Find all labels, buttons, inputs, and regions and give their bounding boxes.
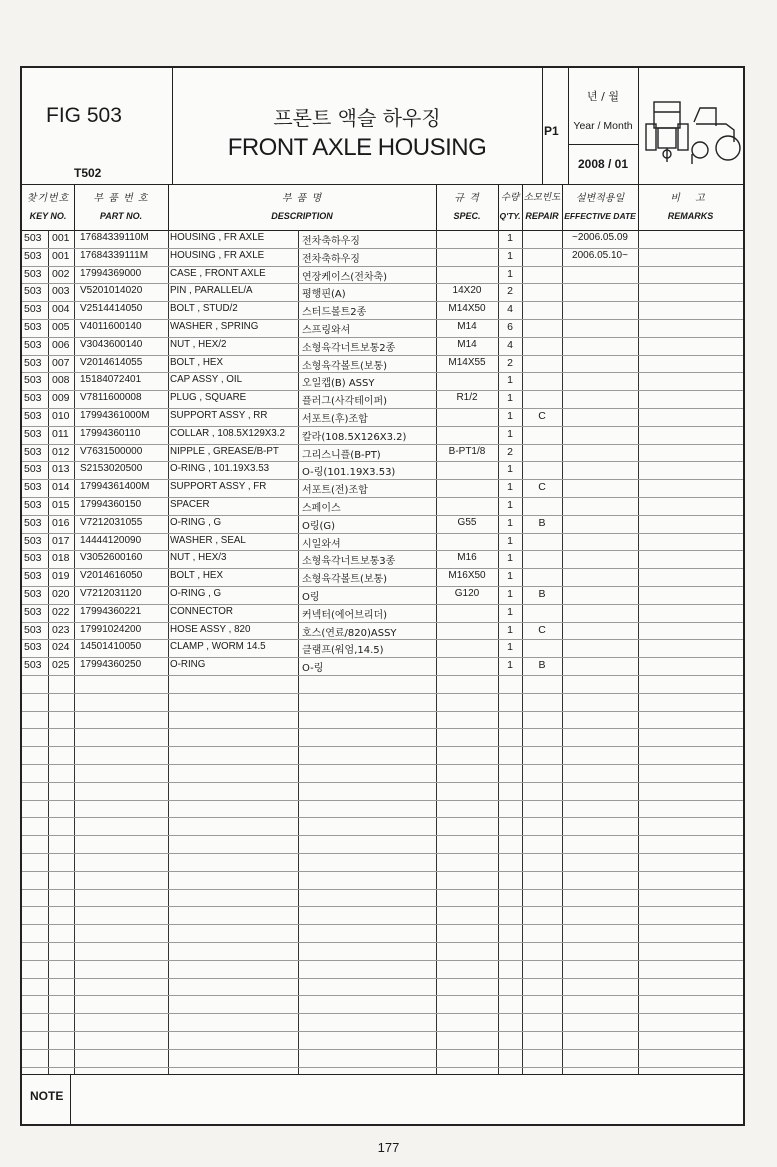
year-month-english: Year / Month <box>573 120 633 132</box>
cell-n2: 001 <box>52 249 70 262</box>
note-label: NOTE <box>30 1089 64 1103</box>
cell-qt: 1 <box>507 552 513 565</box>
cell-n1: 503 <box>24 285 42 298</box>
cell-n2: 015 <box>52 499 70 511</box>
table-row <box>22 479 743 497</box>
cell-n1: 503 <box>24 356 42 369</box>
cell-rp: B <box>538 588 546 600</box>
cell-qt: 1 <box>507 249 513 262</box>
cell-de: CASE , FRONT AXLE <box>170 267 266 279</box>
page-code-box <box>542 68 568 184</box>
col-qty: 수량 Q'TY. <box>499 192 521 221</box>
cell-ko: 그리스니플(B-PT) <box>302 449 381 461</box>
cell-qt: 1 <box>507 427 513 440</box>
cell-qt: 1 <box>507 534 513 547</box>
cell-sp: M16 <box>457 552 477 564</box>
cell-n2: 002 <box>52 267 70 280</box>
cell-n1: 503 <box>24 570 42 583</box>
table-row <box>22 301 743 319</box>
cell-n2: 024 <box>52 641 70 654</box>
row-rule <box>22 764 743 765</box>
cell-ko: 평행핀(A) <box>302 289 346 301</box>
cell-ko: O-링 <box>302 663 324 675</box>
row-rule <box>22 1049 743 1050</box>
cell-n1: 503 <box>24 392 42 405</box>
cell-sp: B-PT1/8 <box>448 445 486 457</box>
date-box <box>568 68 638 184</box>
cell-qt: 6 <box>507 321 513 333</box>
cell-n1: 503 <box>24 552 42 565</box>
cell-n1: 503 <box>24 445 42 458</box>
row-rule <box>22 978 743 979</box>
cell-n1: 503 <box>24 605 42 618</box>
table-row <box>22 426 743 444</box>
cell-de: NUT , HEX/3 <box>170 552 227 564</box>
cell-ko: 오일캡(B) ASSY <box>302 378 375 390</box>
cell-ko: 서포트(후)조합 <box>302 414 368 425</box>
cell-ko: O링(G) <box>302 520 336 532</box>
row-rule <box>22 835 743 836</box>
table-row <box>22 372 743 390</box>
cell-pn: S2153020500 <box>80 463 143 475</box>
cell-n1: 503 <box>24 641 42 654</box>
cell-ko: 소형육각볼트(보통) <box>302 360 388 372</box>
title-korean: 프론트 액슬 하우징 <box>273 106 441 130</box>
cell-n2: 008 <box>52 374 70 387</box>
cell-ko: 소형육각너트보통2종 <box>302 342 396 354</box>
cell-sp: 14X20 <box>452 285 482 297</box>
cell-n2: 017 <box>52 534 70 547</box>
cell-ko: 칼라(108.5X126X3.2) <box>302 431 407 443</box>
cell-ko: 연장케이스(전차축) <box>302 271 388 283</box>
cell-pn: V7212031055 <box>80 516 143 528</box>
cell-n2: 014 <box>52 481 70 494</box>
cell-n2: 004 <box>52 303 70 316</box>
row-rule <box>22 746 743 747</box>
row-rule <box>22 995 743 996</box>
cell-n1: 503 <box>24 267 42 280</box>
row-rule <box>22 782 743 783</box>
cell-n2: 006 <box>52 338 70 351</box>
title-english: FRONT AXLE HOUSING <box>227 134 487 161</box>
col-spec: 규 격 SPEC. <box>453 193 481 221</box>
cell-ko: 플러그(사각테이퍼) <box>302 396 388 408</box>
cell-ko: 커넥터(에어브리더) <box>302 609 388 621</box>
cell-rp: B <box>538 516 546 529</box>
col-part-no: 부 품 번 호 PART NO. <box>93 193 149 221</box>
cell-qt: 1 <box>507 623 513 636</box>
row-rule <box>22 711 743 712</box>
table-row <box>22 319 743 337</box>
cell-de: WASHER , SEAL <box>170 534 246 546</box>
cell-de: BOLT , HEX <box>170 570 223 582</box>
parts-table <box>22 230 743 1074</box>
cell-qt: 4 <box>507 303 513 316</box>
cell-n1: 503 <box>24 481 42 494</box>
cell-n2: 019 <box>52 570 70 583</box>
cell-sp: M14X55 <box>448 356 486 368</box>
tractor-icon <box>638 68 743 184</box>
cell-qt: 1 <box>507 481 513 494</box>
cell-pn: 17994361000M <box>80 410 150 421</box>
table-row <box>22 248 743 266</box>
row-rule <box>22 853 743 854</box>
cell-de: BOLT , STUD/2 <box>170 303 238 315</box>
row-rule <box>22 906 743 907</box>
cell-de: NIPPLE , GREASE/B-PT <box>170 445 279 457</box>
col-description: 부 품 명 DESCRIPTION <box>271 193 333 221</box>
cell-de: NUT , HEX/2 <box>170 338 227 350</box>
note-section <box>22 1074 743 1125</box>
table-row <box>22 337 743 355</box>
cell-pn: 17991024200 <box>80 623 142 635</box>
col-remarks: 비 고 REMARKS <box>667 193 714 221</box>
cell-ko: 스페이스 <box>302 503 341 514</box>
figure-number-box <box>22 68 172 184</box>
cell-qt: 2 <box>507 356 513 369</box>
cell-pn: 17684339110M <box>80 232 149 243</box>
cell-de: COLLAR , 108.5X129X3.2 <box>170 427 285 439</box>
cell-qt: 1 <box>507 516 513 529</box>
cell-pn: V7212031120 <box>80 588 142 599</box>
row-rule <box>22 942 743 943</box>
cell-pn: 17994360150 <box>80 499 142 510</box>
row-rule <box>22 889 743 890</box>
cell-sp: M16X50 <box>448 570 486 582</box>
table-row <box>22 230 743 248</box>
row-rule <box>22 728 743 729</box>
cell-de: SUPPORT ASSY , RR <box>170 410 268 421</box>
cell-pn: V2014614055 <box>80 356 143 368</box>
cell-ko: 클램프(워엄,14.5) <box>302 645 384 657</box>
cell-de: CONNECTOR <box>170 605 233 617</box>
cell-n1: 503 <box>24 338 42 351</box>
cell-qt: 1 <box>507 659 513 672</box>
cell-sp: G55 <box>457 516 477 528</box>
cell-n2: 020 <box>52 588 70 600</box>
cell-qt: 1 <box>507 374 513 387</box>
cell-n2: 025 <box>52 659 70 672</box>
cell-de: HOUSING , FR AXLE <box>170 232 265 243</box>
table-row <box>22 444 743 462</box>
cell-n2: 023 <box>52 623 70 636</box>
table-row <box>22 390 743 408</box>
issue-date: 2008 / 01 <box>577 157 629 171</box>
col-effective-date: 설변적용일 EFFECTIVE DATE <box>564 193 636 221</box>
table-row <box>22 533 743 551</box>
cell-pn: 15184072401 <box>80 374 142 386</box>
cell-qt: 4 <box>507 338 513 351</box>
row-rule <box>22 817 743 818</box>
cell-n2: 001 <box>52 232 70 244</box>
cell-n1: 503 <box>24 516 42 529</box>
cell-pn: V3052600160 <box>80 552 143 564</box>
cell-rp: B <box>538 659 546 672</box>
cell-pn: V2014616050 <box>80 570 143 582</box>
table-row <box>22 550 743 568</box>
cell-pn: V7631500000 <box>80 445 143 457</box>
table-row <box>22 622 743 640</box>
cell-qt: 1 <box>507 392 513 405</box>
cell-pn: 14501410050 <box>80 641 142 653</box>
row-rule <box>22 1013 743 1014</box>
cell-de: O-RING , G <box>170 516 222 528</box>
tractor-picture <box>638 68 743 184</box>
cell-pn: 17994369000 <box>80 267 142 279</box>
cell-n2: 016 <box>52 516 70 529</box>
cell-de: O-RING <box>170 659 206 671</box>
cell-n1: 503 <box>24 588 42 600</box>
cell-qt: 1 <box>507 499 513 511</box>
table-row <box>22 657 743 675</box>
cell-qt: 1 <box>507 232 513 244</box>
cell-n1: 503 <box>24 623 42 636</box>
figure-subcode: T502 <box>74 166 102 180</box>
cell-sp: G120 <box>454 588 480 599</box>
cell-de: HOUSING , FR AXLE <box>170 249 265 261</box>
cell-sp: R1/2 <box>456 392 478 404</box>
cell-de: O-RING , 101.19X3.53 <box>170 463 270 475</box>
parts-sheet <box>20 66 745 1126</box>
cell-n1: 503 <box>24 374 42 387</box>
row-rule <box>22 1031 743 1032</box>
sheet-header <box>22 68 743 185</box>
cell-qt: 2 <box>507 285 513 298</box>
cell-n1: 503 <box>24 659 42 672</box>
cell-n1: 503 <box>24 463 42 476</box>
cell-n2: 009 <box>52 392 70 405</box>
cell-n2: 005 <box>52 321 70 333</box>
table-row <box>22 586 743 604</box>
cell-pn: 17994361400M <box>80 481 150 493</box>
row-rule <box>22 800 743 801</box>
cell-qt: 1 <box>507 410 513 422</box>
figure-number: FIG 503 <box>46 104 122 127</box>
cell-de: PIN , PARALLEL/A <box>170 285 253 297</box>
col-key: 찾기번호 KEY NO. <box>26 193 70 221</box>
cell-de: SUPPORT ASSY , FR <box>170 481 267 493</box>
cell-qt: 1 <box>507 605 513 618</box>
page-number: 177 <box>377 1140 400 1155</box>
cell-n2: 013 <box>52 463 70 476</box>
table-row <box>22 604 743 622</box>
cell-n1: 503 <box>24 427 42 440</box>
cell-pn: 14444120090 <box>80 534 142 546</box>
table-row <box>22 266 743 284</box>
cell-n2: 022 <box>52 605 70 618</box>
cell-n2: 012 <box>52 445 70 458</box>
cell-pn: V3043600140 <box>80 338 143 350</box>
row-rule <box>22 924 743 925</box>
cell-qt: 1 <box>507 570 513 583</box>
page-code: P1 <box>544 124 559 138</box>
cell-pn: 17994360110 <box>80 427 141 439</box>
cell-n2: 018 <box>52 552 70 565</box>
table-row <box>22 461 743 479</box>
cell-de: SPACER <box>170 499 210 510</box>
cell-pn: 17684339111M <box>80 249 149 261</box>
cell-n1: 503 <box>24 534 42 547</box>
cell-rp: C <box>538 410 546 422</box>
table-row <box>22 408 743 426</box>
cell-qt: 1 <box>507 267 513 280</box>
cell-n2: 007 <box>52 356 70 369</box>
cell-ko: 소형육각볼트(보통) <box>302 574 388 586</box>
cell-pn: V5201014020 <box>80 285 143 297</box>
cell-n1: 503 <box>24 499 42 511</box>
row-rule <box>22 693 743 694</box>
cell-ko: 스터드볼트2종 <box>302 307 367 319</box>
cell-pn: 17994360221 <box>80 605 142 617</box>
cell-sp: M14X50 <box>448 303 486 315</box>
cell-n2: 010 <box>52 410 70 422</box>
table-row <box>22 568 743 586</box>
cell-qt: 1 <box>507 588 513 600</box>
row-rule <box>22 1067 743 1068</box>
column-headers <box>22 184 743 231</box>
cell-rp: C <box>538 481 546 494</box>
cell-n1: 503 <box>24 410 42 422</box>
table-row <box>22 497 743 515</box>
cell-de: CAP ASSY , OIL <box>170 374 243 386</box>
cell-qt: 1 <box>507 641 513 654</box>
title-box <box>172 68 542 184</box>
cell-n2: 003 <box>52 285 70 298</box>
cell-ko: O링 <box>302 592 320 603</box>
row-rule <box>22 675 743 676</box>
cell-ko: 서포트(전)조합 <box>302 485 368 497</box>
cell-n2: 011 <box>52 427 69 440</box>
cell-ko: 스프링와셔 <box>302 325 351 336</box>
cell-de: CLAMP , WORM 14.5 <box>170 641 266 653</box>
table-row <box>22 515 743 533</box>
cell-de: PLUG , SQUARE <box>170 392 247 404</box>
cell-n1: 503 <box>24 232 42 244</box>
cell-sp: M14 <box>457 321 477 332</box>
cell-ko: O-링(101.19X3.53) <box>302 467 396 479</box>
cell-ko: 소형육각너트보통3종 <box>302 556 396 568</box>
cell-pn: V7811600008 <box>80 392 142 404</box>
cell-ko: 시일와셔 <box>302 538 341 550</box>
cell-de: HOSE ASSY , 820 <box>170 623 251 635</box>
cell-ef: 2006.05.10~ <box>572 249 628 261</box>
table-row <box>22 639 743 657</box>
cell-pn: 17994360250 <box>80 659 142 671</box>
cell-ko: 전차축하우징 <box>302 236 360 247</box>
row-rule <box>22 871 743 872</box>
table-row <box>22 283 743 301</box>
cell-ko: 전차축하우징 <box>302 253 360 265</box>
cell-n1: 503 <box>24 303 42 316</box>
cell-de: WASHER , SPRING <box>170 321 259 332</box>
col-repair: 소모빈도 REPAIR <box>523 192 561 221</box>
cell-qt: 1 <box>507 463 513 476</box>
cell-de: O-RING , G <box>170 588 222 599</box>
cell-pn: V4011600140 <box>80 321 142 332</box>
cell-pn: V2514414050 <box>80 303 143 315</box>
cell-sp: M14 <box>457 338 477 350</box>
year-month-korean: 년 / 월 <box>587 90 619 103</box>
cell-ef: ~2006.05.09 <box>572 232 628 243</box>
cell-rp: C <box>538 623 546 636</box>
cell-de: BOLT , HEX <box>170 356 223 368</box>
cell-n1: 503 <box>24 249 42 262</box>
cell-qt: 2 <box>507 445 513 458</box>
row-rule <box>22 960 743 961</box>
cell-ko: 호스(연료/820)ASSY <box>302 627 397 639</box>
table-row <box>22 355 743 373</box>
cell-n1: 503 <box>24 321 42 333</box>
